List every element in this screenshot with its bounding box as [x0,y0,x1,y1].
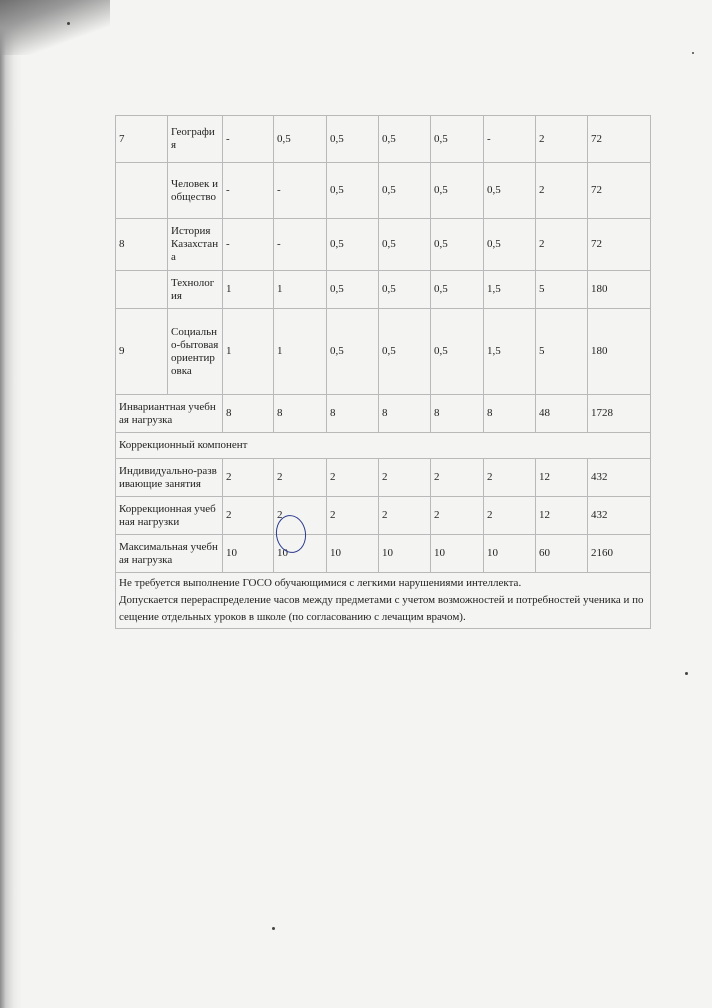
hours-cell: 0,5 [484,163,536,219]
hours-cell: 0,5 [431,219,484,271]
invariant-row [116,395,651,433]
note-line: Допускается перераспределение часов между предметами с учетом возможностей и потребностей ученика и посещение отдельных уроков в школе (по согласованию с лечащим врачом). [119,594,644,623]
total-year-cell: 1728 [588,395,651,433]
hours-cell: 8 [484,395,536,433]
hours-cell: 0,5 [431,309,484,395]
hours-cell: - [274,219,327,271]
hours-cell: 0,5 [327,116,379,163]
table-row [116,309,651,395]
hours-cell: 1 [274,271,327,309]
section-row [116,433,651,459]
total-week-cell: 48 [536,395,588,433]
hours-cell: 0,5 [431,163,484,219]
hours-cell: - [223,219,274,271]
hours-cell: 0,5 [327,219,379,271]
correction-load-label: Коррекционная учебная нагрузки [116,497,223,535]
total-year-cell: 180 [588,309,651,395]
speck [685,672,688,675]
speck [692,52,694,54]
total-week-cell: 5 [536,309,588,395]
hours-cell: 0,5 [379,309,431,395]
hours-cell: 10 [431,535,484,573]
hours-cell: 10 [274,535,327,573]
notes-cell [116,573,651,629]
hours-cell: 10 [327,535,379,573]
hours-cell: 0,5 [327,309,379,395]
hours-cell: 0,5 [431,271,484,309]
hours-cell: 8 [327,395,379,433]
total-week-cell: 5 [536,271,588,309]
row-number: 9 [116,309,168,395]
hours-cell: 0,5 [327,271,379,309]
hours-cell: 8 [379,395,431,433]
notes-row [116,573,651,629]
hours-cell: - [484,116,536,163]
hours-cell: 8 [431,395,484,433]
hours-cell: 10 [223,535,274,573]
scan-shadow-left [0,0,22,1008]
hours-cell: 2 [327,497,379,535]
hours-cell: 2 [274,459,327,497]
hours-cell: 1 [223,271,274,309]
invariant-label: Инвариантная учебная нагрузка [116,395,223,433]
total-year-cell: 2160 [588,535,651,573]
table-row [116,116,651,163]
total-week-cell: 2 [536,116,588,163]
hours-cell: 0,5 [431,116,484,163]
table-row [116,163,651,219]
row-number: 8 [116,219,168,271]
hours-cell: - [223,163,274,219]
subject-name: Социально-бытовая ориентировка [168,309,223,395]
hours-cell: 2 [431,497,484,535]
speck [67,22,70,25]
hours-cell: 2 [223,497,274,535]
maximum-label: Максимальная учебная нагрузка [116,535,223,573]
total-year-cell: 72 [588,116,651,163]
row-number [116,271,168,309]
subject-name: География [168,116,223,163]
hours-cell: 0,5 [484,219,536,271]
hours-cell: 0,5 [379,116,431,163]
developmental-label: Индивидуально-развивающие занятия [116,459,223,497]
hours-cell: 2 [379,497,431,535]
total-week-cell: 60 [536,535,588,573]
subject-name: История Казахстана [168,219,223,271]
scan-shadow-corner [0,0,110,55]
hours-cell: 8 [223,395,274,433]
total-year-cell: 432 [588,497,651,535]
subject-name: Человек и общество [168,163,223,219]
total-year-cell: 72 [588,219,651,271]
note-line: Не требуется выполнение ГОСО обучающимися с легкими нарушениями интеллекта. [119,577,522,589]
hours-cell: 0,5 [379,219,431,271]
hours-cell: 1 [274,309,327,395]
hours-cell: 2 [223,459,274,497]
hours-cell: 10 [484,535,536,573]
hours-cell: 1,5 [484,271,536,309]
table-row [116,219,651,271]
table-row [116,271,651,309]
speck [272,927,275,930]
hours-cell: 10 [379,535,431,573]
developmental-row [116,459,651,497]
hours-cell: 2 [431,459,484,497]
curriculum-table [115,115,651,629]
hours-cell: 0,5 [327,163,379,219]
subject-name: Технология [168,271,223,309]
hours-cell: 2 [327,459,379,497]
hours-cell: 0,5 [379,271,431,309]
total-week-cell: 12 [536,497,588,535]
hours-cell: - [274,163,327,219]
correction-component-heading: Коррекционный компонент [116,433,651,459]
total-week-cell: 12 [536,459,588,497]
total-year-cell: 432 [588,459,651,497]
row-number: 7 [116,116,168,163]
hours-cell: 8 [274,395,327,433]
hours-cell: 0,5 [379,163,431,219]
total-year-cell: 72 [588,163,651,219]
hours-cell: 2 [484,497,536,535]
total-year-cell: 180 [588,271,651,309]
hours-cell: 1,5 [484,309,536,395]
maximum-row [116,535,651,573]
hours-cell: 1 [223,309,274,395]
row-number [116,163,168,219]
hours-cell: - [223,116,274,163]
hours-cell: 2 [379,459,431,497]
total-week-cell: 2 [536,219,588,271]
hours-cell: 2 [274,497,327,535]
hours-cell: 0,5 [274,116,327,163]
hours-cell: 2 [484,459,536,497]
correction-load-row [116,497,651,535]
total-week-cell: 2 [536,163,588,219]
